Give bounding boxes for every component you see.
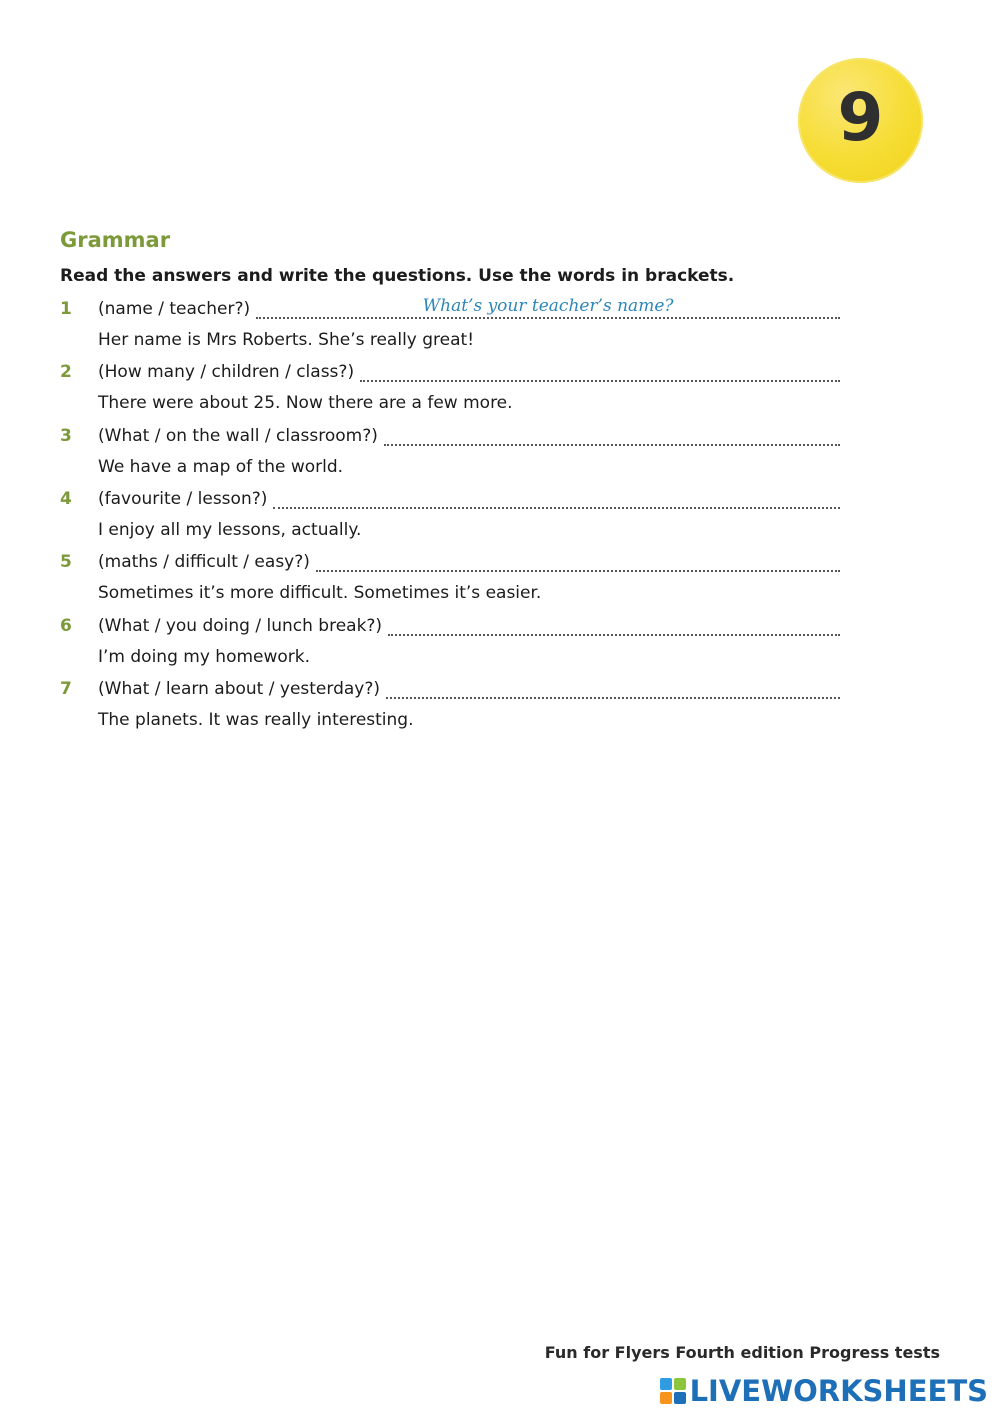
prompt-row — [98, 422, 840, 450]
item-number: 3 — [60, 425, 72, 446]
instructions: Read the answers and write the questions. Use the words in brackets. — [60, 266, 735, 286]
answer-field[interactable] — [386, 675, 840, 699]
item-number: 2 — [60, 362, 72, 383]
prompt-row — [98, 358, 840, 386]
item-prompt: (What / on the wall / classroom?) — [98, 425, 378, 446]
unit-badge — [798, 58, 923, 183]
liveworksheets-brand: LIVEWORKSHEETS — [689, 1374, 988, 1408]
item-number: 6 — [60, 615, 72, 636]
item-response: I enjoy all my lessons, actually. — [98, 519, 362, 540]
exercise-item — [0, 612, 1000, 675]
prompt-row — [98, 675, 840, 703]
item-prompt: (name / teacher?) — [98, 299, 251, 319]
item-prompt: (maths / difficult / easy?) — [98, 552, 310, 573]
item-prompt: (How many / children / class?) — [98, 362, 355, 383]
liveworksheets-logo-icon — [660, 1378, 686, 1404]
exercise-item — [0, 485, 1000, 548]
item-number: 1 — [60, 299, 72, 319]
item-prompt: (What / you doing / lunch break?) — [98, 615, 383, 636]
prompt-row — [98, 548, 840, 576]
footer-credit: Fun for Flyers Fourth edition Progress tests — [544, 1343, 940, 1362]
liveworksheets-logo — [660, 1374, 988, 1408]
unit-number: 9 — [837, 79, 884, 156]
item-response: Sometimes it’s more difficult. Sometimes it’s easier. — [98, 583, 542, 604]
item-response: There were about 25. Now there are a few more. — [98, 393, 513, 414]
item-response: Her name is Mrs Roberts. She’s really great! — [98, 330, 475, 350]
item-response: The planets. It was really interesting. — [98, 709, 414, 730]
section-title: Grammar — [60, 228, 171, 252]
exercise-item — [0, 295, 1000, 358]
exercise-item — [0, 548, 1000, 611]
item-response: I’m doing my homework. — [98, 646, 311, 667]
prompt-row — [98, 485, 840, 513]
prompt-row — [98, 612, 840, 640]
answer-field[interactable] — [384, 422, 840, 446]
answer-field[interactable] — [316, 548, 840, 572]
item-number: 5 — [60, 552, 72, 573]
answer-field[interactable] — [388, 612, 840, 636]
item-number: 7 — [60, 678, 72, 699]
exercise-item — [0, 358, 1000, 421]
item-prompt: (favourite / lesson?) — [98, 488, 268, 509]
exercise-item — [0, 422, 1000, 485]
answer-field[interactable] — [256, 295, 840, 319]
exercise-item — [0, 675, 1000, 738]
prompt-row — [98, 295, 840, 323]
answer-text: What’s your teacher’s name? — [422, 296, 674, 316]
item-number: 4 — [60, 488, 72, 509]
item-prompt: (What / learn about / yesterday?) — [98, 678, 381, 699]
answer-field[interactable] — [360, 358, 840, 382]
answer-field[interactable] — [273, 485, 840, 509]
item-response: We have a map of the world. — [98, 456, 344, 477]
